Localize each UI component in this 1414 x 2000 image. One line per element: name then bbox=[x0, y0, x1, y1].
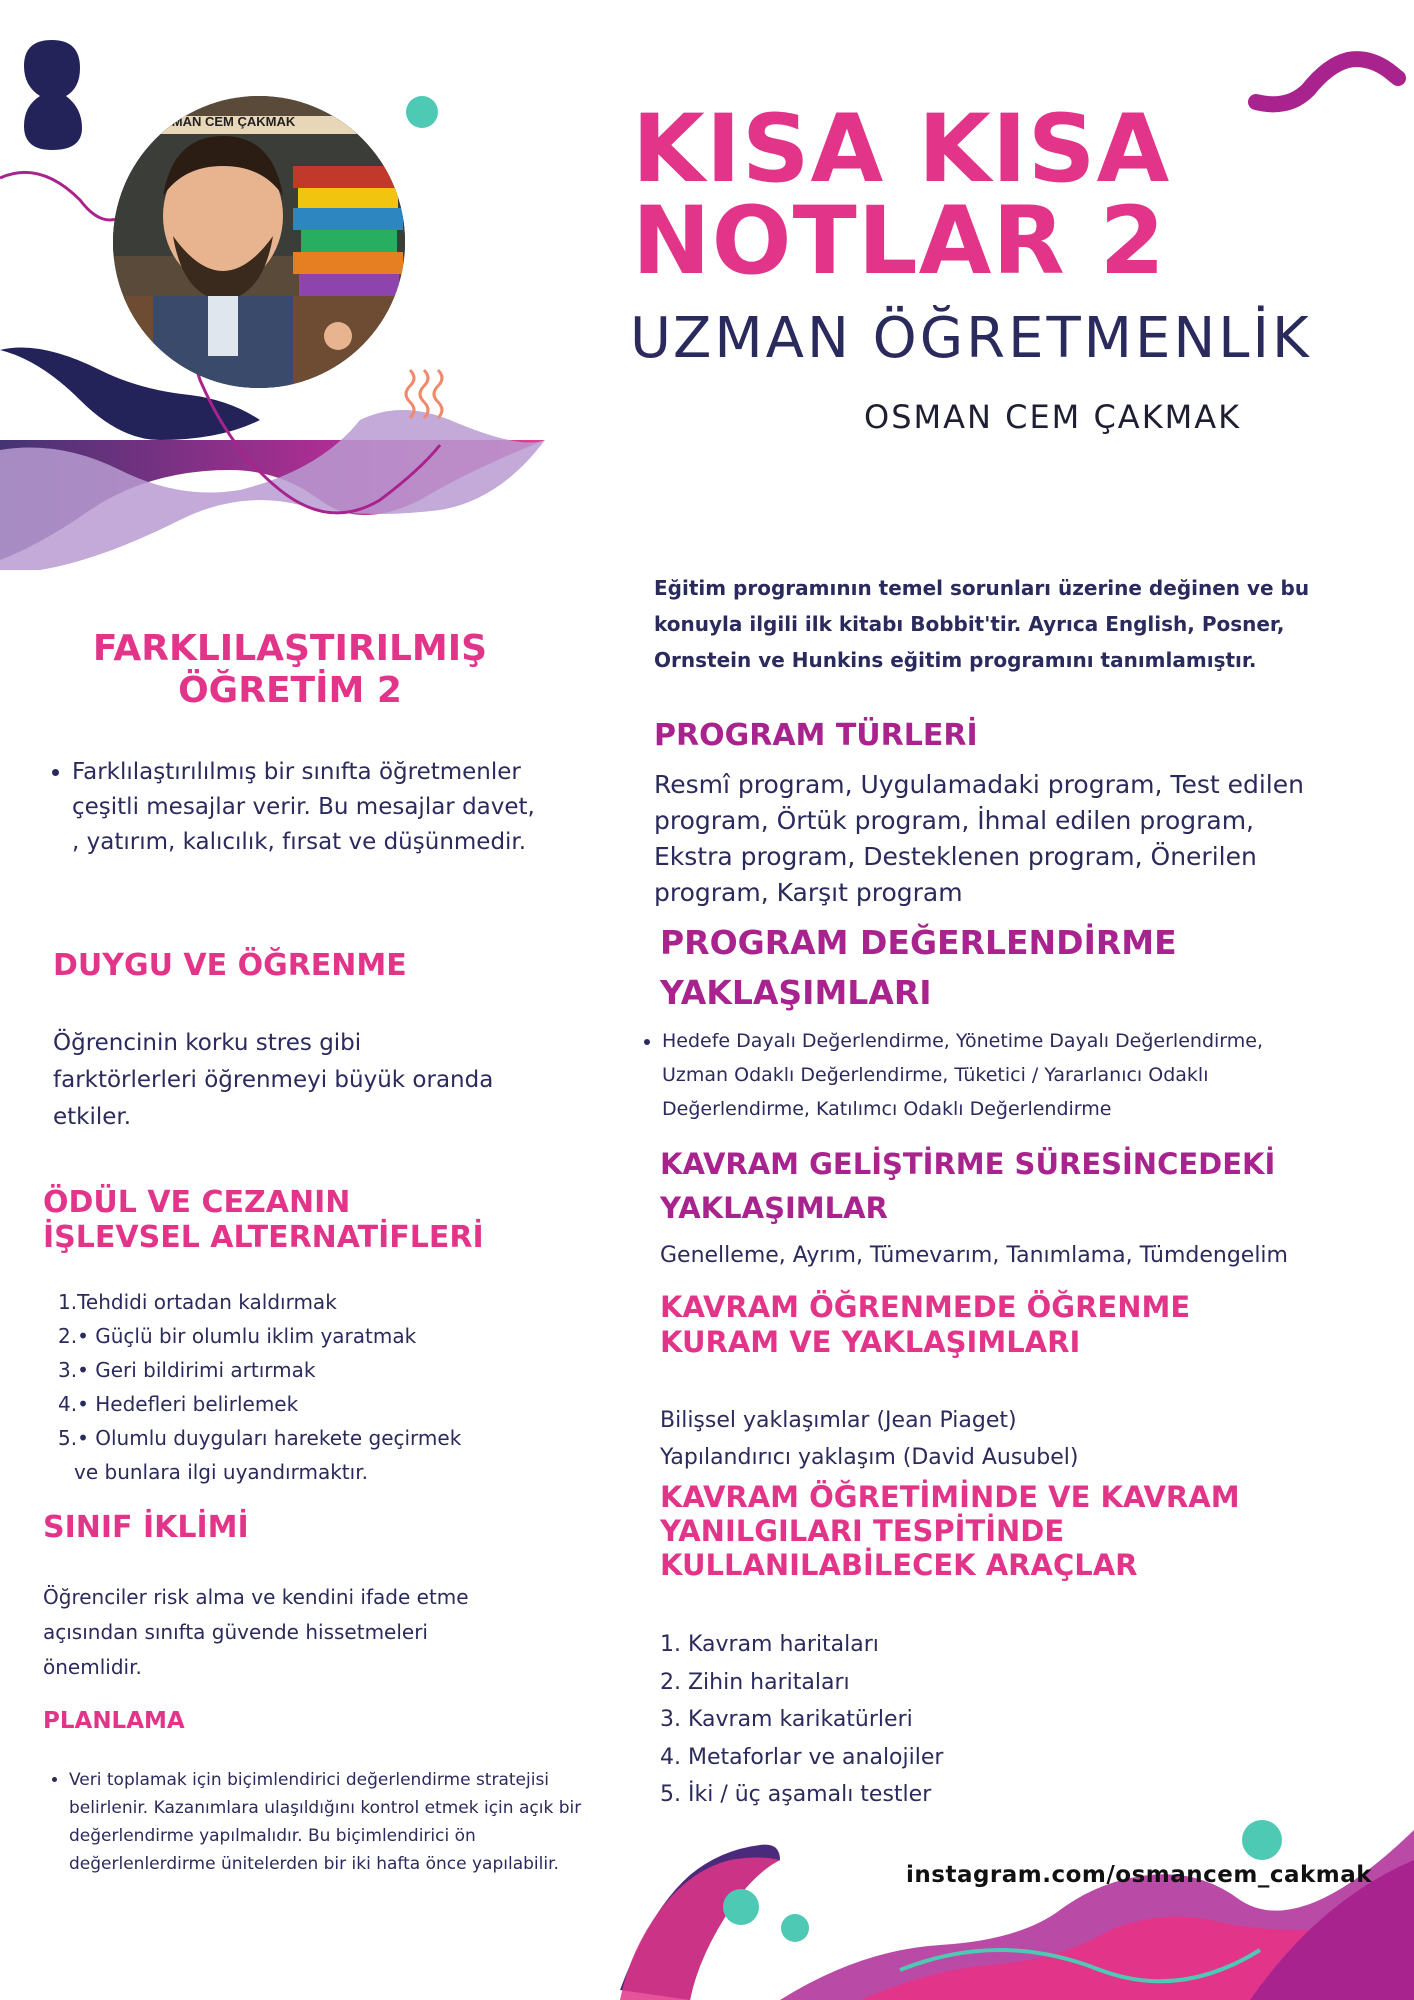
heading-farklilastirilmis-l1: FARKLILAŞTIRILMIŞ bbox=[92, 628, 488, 669]
list-item: 2.• Güçlü bir olumlu iklim yaratmak bbox=[58, 1324, 417, 1348]
kavram-ogrenme-text bbox=[660, 1402, 1078, 1476]
list-item: 1. Kavram haritaları bbox=[660, 1632, 879, 1657]
title-line-2: NOTLAR 2 bbox=[632, 187, 1166, 296]
page-subtitle: UZMAN ÖĞRETMENLİK bbox=[630, 306, 1312, 371]
instagram-link[interactable]: instagram.com/osmancem_cakmak bbox=[906, 1862, 1373, 1888]
degerlendirme-line: Hedefe Dayalı Değerlendirme, Yönetime Dayalı Değerlendirme, bbox=[662, 1030, 1263, 1052]
heading-odul-l2: İŞLEVSEL ALTERNATİFLERİ bbox=[43, 1220, 484, 1255]
planlama-line: değerlendirme yapılmalıdır. Bu biçimlendirici ön bbox=[69, 1826, 476, 1846]
list-item: 2. Zihin haritaları bbox=[660, 1669, 850, 1695]
list-item: 1.Tehdidi ortadan kaldırmak bbox=[58, 1290, 337, 1314]
author-name: OSMAN CEM ÇAKMAK bbox=[864, 398, 1242, 436]
duygu-line: farktörlerleri öğrenmeyi büyük oranda bbox=[53, 1067, 494, 1093]
heading-degerlendirme-l1: PROGRAM DEĞERLENDİRME bbox=[660, 923, 1177, 962]
intro-line: konuyla ilgili ilk kitabı Bobbit'tir. Ayrıca English, Posner, bbox=[654, 612, 1285, 636]
list-item bbox=[72, 755, 566, 860]
planlama-line: değerlenlerdirme ünitelerden bir iki hafta önce yapılabilir. bbox=[69, 1854, 559, 1874]
program-turleri-line: program, Örtük program, İhmal edilen program, bbox=[654, 806, 1254, 835]
sinif-line: açısından sınıfta güvende hissetmeleri bbox=[43, 1620, 428, 1644]
planlama-line: Veri toplamak için biçimlendirici değerlendirme stratejisi bbox=[69, 1770, 550, 1790]
list-item: 3. Kavram karikatürleri bbox=[660, 1707, 913, 1732]
heading-sinif: SINIF İKLİMİ bbox=[43, 1510, 249, 1545]
kavram-gelistirme-text: Genelleme, Ayrım, Tümevarım, Tanımlama, Tümdengelim bbox=[660, 1243, 1288, 1268]
planlama-line: belirlenir. Kazanımlara ulaşıldığını kontrol etmek için açık bir bbox=[69, 1798, 582, 1818]
program-turleri-line: program, Karşıt program bbox=[654, 878, 963, 907]
kavram-ogrenme-line: Yapılandırıcı yaklaşım (David Ausubel) bbox=[660, 1445, 1079, 1470]
list-item: 3.• Geri bildirimi artırmak bbox=[58, 1358, 316, 1382]
heading-araclar-l3: KULLANILABİLECEK ARAÇLAR bbox=[660, 1548, 1138, 1582]
duygu-line: Öğrencinin korku stres gibi bbox=[53, 1030, 362, 1056]
list-item: 5. İki / üç aşamalı testler bbox=[660, 1782, 932, 1807]
heading-kavram-ogrenme-l2: KURAM VE YAKLAŞIMLARI bbox=[660, 1325, 1081, 1359]
list-item: 5.• Olumlu duyguları harekete geçirmek bbox=[58, 1426, 462, 1450]
heading-kavram-gelistirme bbox=[660, 1142, 1275, 1230]
heading-duygu: DUYGU VE ÖĞRENME bbox=[53, 948, 407, 983]
heading-farklilastirilmis-block bbox=[0, 628, 580, 712]
heading-odul bbox=[43, 1185, 484, 1255]
degerlendirme-list bbox=[640, 1024, 1410, 1126]
duygu-text bbox=[53, 1025, 533, 1136]
list-item: 4. Metaforlar ve analojiler bbox=[660, 1744, 944, 1770]
author-avatar bbox=[113, 96, 405, 388]
list-item bbox=[662, 1024, 1410, 1126]
degerlendirme-bullet bbox=[640, 1024, 1410, 1126]
araclar-list bbox=[660, 1626, 943, 1814]
heading-odul-l1: ÖDÜL VE CEZANIN bbox=[43, 1185, 351, 1220]
heading-kavram-ogrenme bbox=[660, 1290, 1190, 1360]
heading-kavram-ogrenme-l1: KAVRAM ÖĞRENMEDE ÖĞRENME bbox=[660, 1290, 1191, 1324]
page-title bbox=[632, 95, 1171, 296]
program-turleri-text bbox=[654, 767, 1394, 911]
intro-text bbox=[654, 570, 1394, 678]
duygu-line: etkiler. bbox=[53, 1104, 132, 1130]
list-item: 4.• Hedefleri belirlemek bbox=[58, 1392, 299, 1416]
kavram-ogrenme-line: Bilişsel yaklaşımlar (Jean Piaget) bbox=[660, 1408, 1017, 1433]
sinif-text bbox=[43, 1580, 543, 1685]
heading-degerlendirme-l2: YAKLAŞIMLARI bbox=[660, 973, 932, 1012]
heading-araclar-l2: YANILGILARI TESPİTİNDE bbox=[660, 1514, 1065, 1548]
bottom-decoration bbox=[0, 1800, 1414, 2000]
avatar-illustration bbox=[113, 96, 405, 388]
sinif-line: önemlidir. bbox=[43, 1655, 142, 1679]
heading-program-turleri: PROGRAM TÜRLERİ bbox=[654, 718, 978, 753]
odul-list bbox=[58, 1285, 538, 1489]
title-line-1: KISA KISA bbox=[632, 95, 1171, 204]
heading-araclar bbox=[660, 1480, 1240, 1582]
farklilastirilmis-line: çeşitli mesajlar verir. Bu mesajlar davet, bbox=[72, 794, 535, 820]
avatar-banner: OSMAN CEM ÇAKMAK bbox=[153, 114, 296, 129]
degerlendirme-line: Değerlendirme, Katılımcı Odaklı Değerlendirme bbox=[662, 1098, 1112, 1120]
program-turleri-line: Resmî program, Uygulamadaki program, Test edilen bbox=[654, 770, 1304, 799]
degerlendirme-line: Uzman Odaklı Değerlendirme, Tüketici / Yararlanıcı Odaklı bbox=[662, 1064, 1209, 1086]
intro-line: Ornstein ve Hunkins eğitim programını tanımlamıştır. bbox=[654, 648, 1257, 672]
heading-kavram-gelistirme-l1: KAVRAM GELİŞTİRME SÜRESİNCEDEKİ bbox=[660, 1147, 1276, 1181]
heading-araclar-l1: KAVRAM ÖĞRETİMİNDE VE KAVRAM bbox=[660, 1480, 1240, 1514]
program-turleri-line: Ekstra program, Desteklenen program, Önerilen bbox=[654, 842, 1257, 871]
heading-program-degerlendirme bbox=[660, 918, 1177, 1018]
farklilastirilmis-list bbox=[46, 755, 566, 860]
heading-farklilastirilmis-l2: ÖĞRETİM 2 bbox=[178, 670, 402, 711]
farklilastirilmis-line: Farklılaştırılılmış bir sınıfta öğretmenler bbox=[72, 759, 521, 785]
intro-line: Eğitim programının temel sorunları üzerine değinen ve bu bbox=[654, 576, 1310, 600]
heading-planlama: PLANLAMA bbox=[43, 1708, 185, 1734]
farklilastirilmis-bullet bbox=[46, 755, 566, 860]
sinif-line: Öğrenciler risk alma ve kendini ifade etme bbox=[43, 1585, 469, 1609]
farklilastirilmis-line: , yatırım, kalıcılık, fırsat ve düşünmedir. bbox=[72, 829, 527, 855]
heading-kavram-gelistirme-l2: YAKLAŞIMLAR bbox=[660, 1191, 888, 1225]
list-item: ve bunlara ilgi uyandırmaktır. bbox=[74, 1460, 368, 1484]
top-right-squiggle bbox=[1248, 50, 1414, 120]
